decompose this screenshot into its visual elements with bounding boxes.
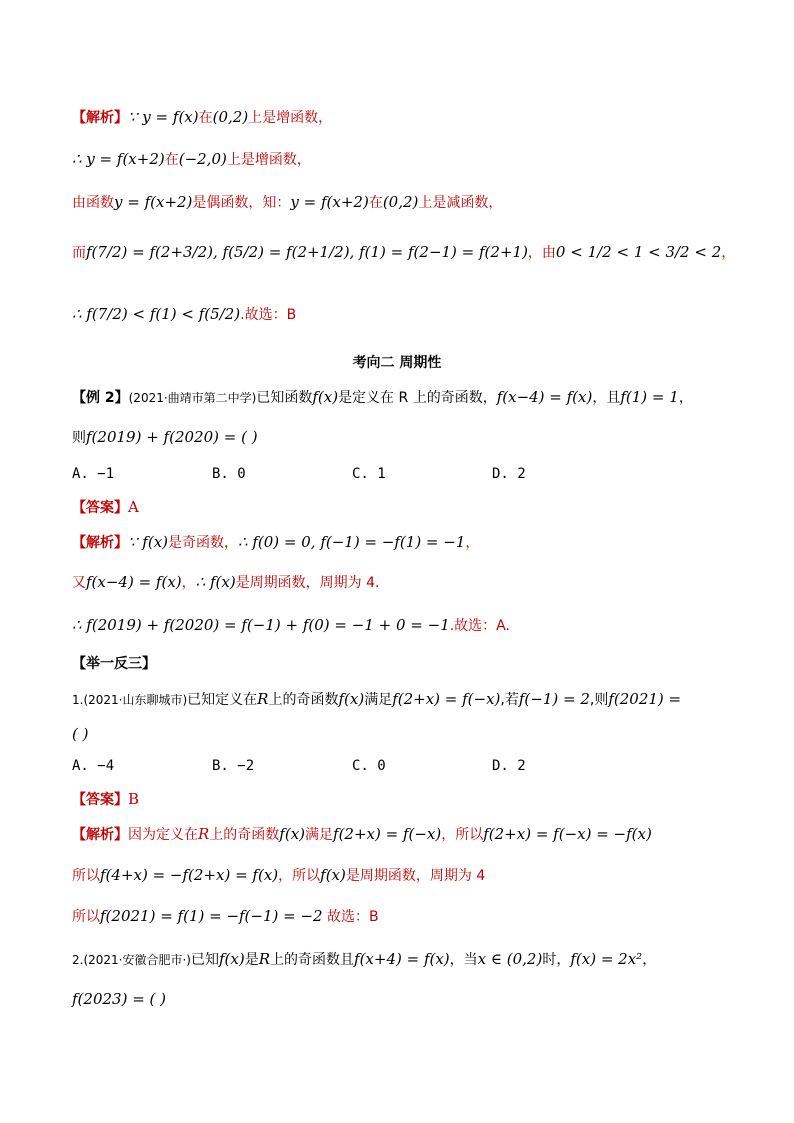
question-number: 2. <box>72 953 84 967</box>
math-expr: f(x) <box>338 690 365 708</box>
q1-answer <box>72 790 734 809</box>
math-expr: f(2+x) = f(−x) <box>392 690 501 708</box>
text: 满足 <box>364 692 393 708</box>
analysis-label: 【解析】 <box>72 535 128 551</box>
choice-c[interactable]: C. 0 <box>352 758 386 774</box>
text: .故选：A. <box>449 618 510 634</box>
q1-analysis-1 <box>72 825 734 844</box>
math-expr: f(x−4) = f(x) <box>86 573 182 591</box>
math-expr: f(1) = 1 <box>620 388 679 406</box>
text: 在 <box>198 110 213 126</box>
text: 上是增函数， <box>248 110 333 126</box>
math-expr: f(x) <box>320 866 346 884</box>
text: 时， <box>542 952 571 968</box>
analysis-line-3 <box>72 193 734 212</box>
text: ， <box>465 535 480 551</box>
example2-analysis-2 <box>72 573 734 592</box>
text: ，且 <box>592 390 621 406</box>
math-expr: R <box>257 690 269 708</box>
text: 上的奇函数且 <box>270 952 355 968</box>
choice-b[interactable]: B. 0 <box>212 466 246 482</box>
math-expr: f(x) <box>279 825 306 843</box>
math-expr: f(2019) + f(2020) = ( ) <box>86 428 258 446</box>
math-expr: f(2021) = <box>608 690 682 708</box>
text: 是奇函数， <box>168 535 239 551</box>
math-expr: f(−1) = 2 <box>518 690 590 708</box>
math-expr: ∴ f(x) <box>195 573 236 591</box>
choice-d[interactable]: D. 2 <box>492 758 526 774</box>
text: 是周期函数，周期为 4. <box>235 575 380 591</box>
text: 是偶函数，知： <box>192 195 291 211</box>
text: 已知 <box>191 952 219 968</box>
choice-a[interactable]: A. −4 <box>72 758 115 774</box>
answer-value: B <box>128 790 140 808</box>
example-label: 【例 2】 <box>72 390 129 406</box>
section-title: 考向二 周期性 <box>352 355 442 371</box>
source: (2021·安徽合肥市·) <box>83 953 191 967</box>
q1-analysis-2 <box>72 866 734 885</box>
choice-c[interactable]: C. 1 <box>352 466 386 482</box>
text: 故选：B <box>322 909 379 925</box>
practice-title <box>72 654 734 673</box>
text: ， <box>181 575 196 591</box>
math-expr: R <box>258 950 271 968</box>
math-expr: f(x+4) = f(x) <box>354 950 450 968</box>
example2-line-2 <box>72 428 734 447</box>
text: 上是减函数， <box>418 195 503 211</box>
math-expr: (0,2) <box>212 108 249 126</box>
text: ， <box>721 245 736 261</box>
example2-analysis-3 <box>72 616 734 635</box>
analysis-label: 【解析】 <box>72 110 128 126</box>
math-expr: (−2,0) <box>178 150 227 168</box>
math-expr: (0,2) <box>382 193 419 211</box>
math-expr: f(x−4) = f(x) <box>496 388 593 406</box>
text: .故选：B <box>240 307 297 323</box>
choice-b[interactable]: B. −2 <box>212 758 255 774</box>
example2-analysis-1 <box>72 533 734 552</box>
choice-a[interactable]: A. −1 <box>72 466 115 482</box>
math-expr: ∴ f(2019) + f(2020) = f(−1) + f(0) = −1 + 0 = −1 <box>72 616 450 634</box>
math-expr: R <box>198 825 210 843</box>
analysis-label: 【解析】 <box>72 827 128 843</box>
math-expr: ∵ f(x) <box>128 533 169 551</box>
text: 是 <box>244 952 259 968</box>
q1-line-1 <box>72 690 734 709</box>
math-expr: f(x) <box>312 388 339 406</box>
text: ，当 <box>449 952 478 968</box>
text: 由函数 <box>72 195 114 211</box>
math-expr: 0 < 1/2 < 1 < 3/2 < 2 <box>555 243 722 261</box>
q1-line-2 <box>72 725 734 743</box>
text: 而 <box>72 245 86 261</box>
question-number: 1. <box>72 693 84 707</box>
math-expr: x ∈ (0,2) <box>477 950 543 968</box>
example2-choices <box>72 466 632 482</box>
example2-answer <box>72 498 734 517</box>
example2-line-1 <box>72 388 734 407</box>
text: 又 <box>72 575 86 591</box>
answer-label: 【答案】 <box>72 500 128 516</box>
text: ， <box>642 952 657 968</box>
math-expr: f(7/2) = f(2+3/2), f(5/2) = f(2+1/2), f(1) = f(2−1) = f(2+1) <box>86 243 528 261</box>
text: 是定义在 R 上的奇函数， <box>338 390 497 406</box>
text: 在 <box>368 195 383 211</box>
text: ，所以 <box>278 868 321 884</box>
analysis-line-4 <box>72 243 734 262</box>
analysis-line-5 <box>72 305 734 324</box>
math-expr: f(2023) = ( ) <box>72 990 167 1008</box>
text: 则 <box>72 430 86 446</box>
practice-label: 【举一反三】 <box>72 656 156 672</box>
math-expr: f(2+x) = f(−x) = −f(x) <box>483 825 652 843</box>
math-expr: ( ) <box>72 725 89 743</box>
text: 上的奇函数 <box>268 692 339 708</box>
math-expr: ∴ f(7/2) < f(1) < f(5/2) <box>72 305 241 323</box>
math-expr: ∴ f(0) = 0, f(−1) = −f(1) = −1 <box>238 533 466 551</box>
text: 在 <box>164 152 179 168</box>
text: ，所以 <box>441 827 484 843</box>
answer-value: A <box>128 498 139 516</box>
math-expr: f(2+x) = f(−x) <box>333 825 442 843</box>
math-expr: f(x) <box>219 950 245 968</box>
text: 已知定义在 <box>187 692 258 708</box>
text: ,若 <box>500 692 519 708</box>
math-expr: y = f(x+2) <box>290 193 369 211</box>
choice-d[interactable]: D. 2 <box>492 466 526 482</box>
math-expr: f(2021) = f(1) = −f(−1) = −2 <box>100 907 323 925</box>
text: 是周期函数，周期为 4 <box>345 868 486 884</box>
text: 上的奇函数 <box>209 827 280 843</box>
math-expr: ∴ y = f(x+2) <box>72 150 165 168</box>
analysis-line-1 <box>72 108 734 127</box>
text: 已知函数 <box>256 390 313 406</box>
text: ,则 <box>589 692 609 708</box>
math-expr: y = f(x+2) <box>114 193 193 211</box>
text: ， <box>678 390 693 406</box>
text: 满足 <box>305 827 334 843</box>
text: 所以 <box>72 909 100 925</box>
math-expr: f(4+x) = −f(2+x) = f(x) <box>100 866 279 884</box>
q1-analysis-3 <box>72 907 734 926</box>
q1-choices <box>72 758 632 774</box>
math-expr: f(x) = 2x² <box>570 950 643 968</box>
text: 因为定义在 <box>128 827 198 843</box>
answer-label: 【答案】 <box>72 792 128 808</box>
source: (2021·山东聊城市) <box>83 693 188 707</box>
text: 上是增函数， <box>226 152 311 168</box>
source: (2021·曲靖市第二中学) <box>128 391 257 405</box>
analysis-line-2 <box>72 150 734 169</box>
q2-line-2 <box>72 990 734 1008</box>
q2-line-1 <box>72 950 734 969</box>
text: ，由 <box>527 245 556 261</box>
text: 所以 <box>72 868 100 884</box>
math-expr: ∵ y = f(x) <box>128 108 199 126</box>
